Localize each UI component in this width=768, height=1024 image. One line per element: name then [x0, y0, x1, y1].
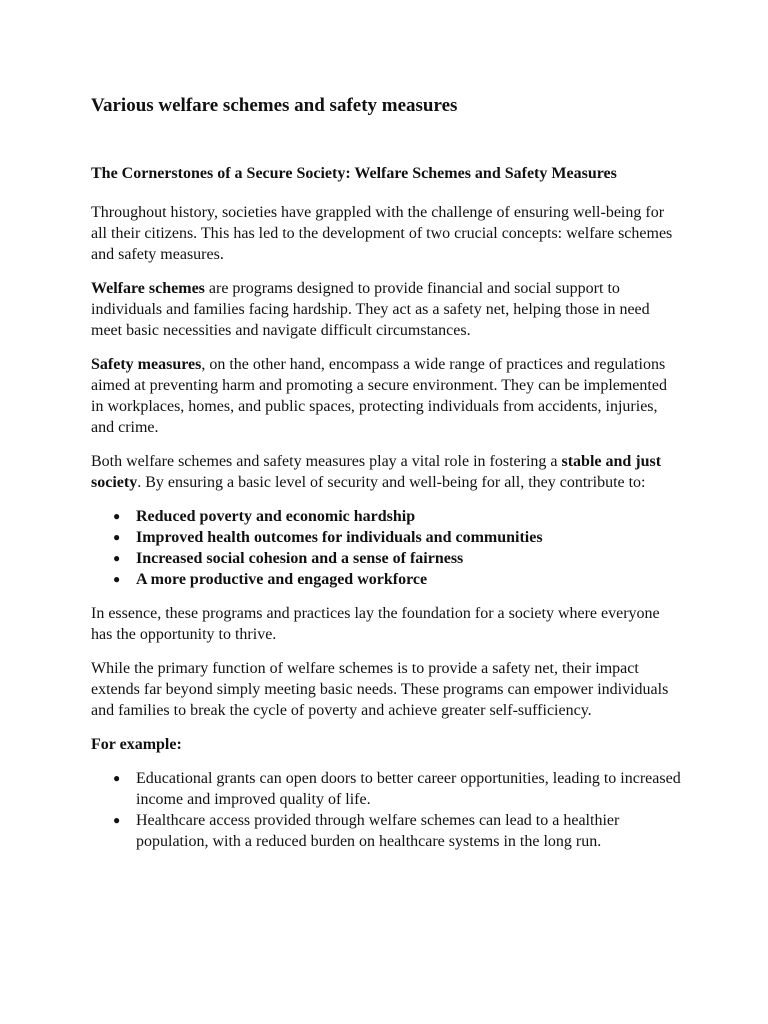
list-item: ● Increased social cohesion and a sense of fairness	[136, 548, 681, 569]
contribution-paragraph	[91, 451, 681, 493]
welfare-description: are programs designed to provide financial and social support to individuals and families facing hardship. They act as a safety net, helping those in need meet basic necessities and navigate difficult circumstances.	[91, 280, 650, 339]
welfare-paragraph	[91, 278, 681, 341]
safety-description: , on the other hand, encompass a wide range of practices and regulations aimed at preventing harm and promoting a secure environment. They can be implemented in workplaces, homes, and public spaces, protecting individuals from accidents, injuries, and crime.	[91, 356, 667, 436]
contribution-text-start: Both welfare schemes and safety measures play a vital role in fostering a	[91, 453, 562, 470]
list-item: ● Healthcare access provided through welfare schemes can lead to a healthier population, with a reduced burden on healthcare systems in the long run.	[136, 810, 681, 852]
contributions-list	[91, 506, 681, 590]
section-heading: The Cornerstones of a Secure Society: Welfare Schemes and Safety Measures	[91, 165, 617, 182]
contribution-text-end: . By ensuring a basic level of security and well-being for all, they contribute to:	[137, 474, 646, 491]
document-title: Various welfare schemes and safety measures	[91, 95, 458, 116]
impact-paragraph: While the primary function of welfare schemes is to provide a safety net, their impact extends far beyond simply meeting basic needs. These programs can empower individuals and families to break the cycle of poverty and achieve greater self-sufficiency.	[91, 660, 669, 719]
list-item: ● Improved health outcomes for individuals and communities	[136, 527, 681, 548]
welfare-term: Welfare schemes	[91, 280, 205, 297]
examples-list	[91, 768, 681, 852]
example-heading: For example:	[91, 736, 182, 753]
intro-paragraph: Throughout history, societies have grappled with the challenge of ensuring well-being for all their citizens. This has led to the development of two crucial concepts: welfare schemes and safety measures.	[91, 204, 673, 263]
list-item: ● Educational grants can open doors to better career opportunities, leading to increased income and improved quality of life.	[136, 768, 681, 810]
list-item: ● Reduced poverty and economic hardship	[136, 506, 681, 527]
document-body	[91, 163, 681, 865]
safety-paragraph	[91, 354, 681, 438]
safety-term: Safety measures	[91, 356, 202, 373]
stable-society-emphasis: stable and just society	[91, 453, 662, 491]
list-item: ● A more productive and engaged workforce	[136, 569, 681, 590]
essence-paragraph: In essence, these programs and practices lay the foundation for a society where everyone has the opportunity to thrive.	[91, 605, 660, 643]
